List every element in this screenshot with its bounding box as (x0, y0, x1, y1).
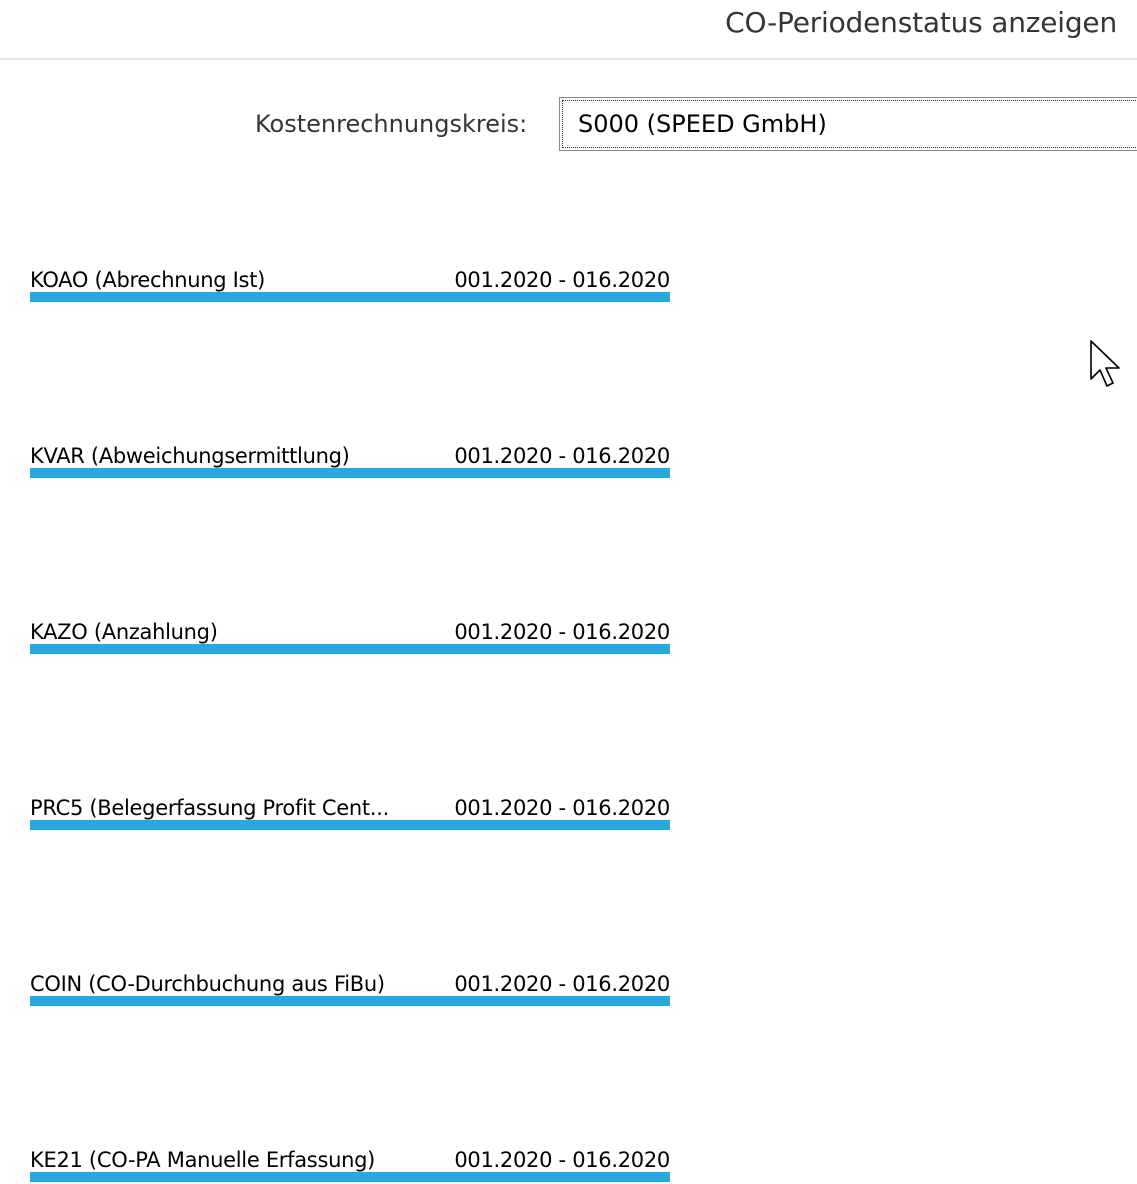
status-row[interactable] (30, 620, 670, 656)
status-row[interactable] (30, 796, 670, 832)
status-bar (30, 820, 670, 830)
app-header (0, 0, 1137, 60)
status-row-period-range: 001.2020 - 016.2020 (454, 1148, 670, 1172)
status-row-label: COIN (CO-Durchbuchung aus FiBu) (30, 972, 385, 996)
status-row[interactable] (30, 972, 670, 1008)
status-row-period-range: 001.2020 - 016.2020 (454, 444, 670, 468)
page-title: CO-Periodenstatus anzeigen (725, 6, 1117, 39)
mouse-pointer-icon (1089, 339, 1123, 391)
status-row-period-range: 001.2020 - 016.2020 (454, 972, 670, 996)
status-bar (30, 1172, 670, 1182)
status-row-label: KOAO (Abrechnung Ist) (30, 268, 266, 292)
controlling-area-value: S000 (SPEED GmbH) (578, 110, 827, 138)
status-bar (30, 644, 670, 654)
status-bar (30, 996, 670, 1006)
status-row-label: PRC5 (Belegerfassung Profit Cent... (30, 796, 389, 820)
status-row-label: KVAR (Abweichungsermittlung) (30, 444, 350, 468)
status-row-label: KE21 (CO-PA Manuelle Erfassung) (30, 1148, 376, 1172)
status-bar (30, 468, 670, 478)
status-row[interactable] (30, 268, 670, 304)
status-row-label: KAZO (Anzahlung) (30, 620, 218, 644)
status-row-period-range: 001.2020 - 016.2020 (454, 796, 670, 820)
status-row-period-range: 001.2020 - 016.2020 (454, 268, 670, 292)
status-row-period-range: 001.2020 - 016.2020 (454, 620, 670, 644)
controlling-area-label: Kostenrechnungskreis: (255, 110, 528, 138)
status-row[interactable] (30, 444, 670, 480)
status-row[interactable] (30, 1148, 670, 1184)
controlling-area-field[interactable] (562, 100, 1137, 148)
status-bar (30, 292, 670, 302)
